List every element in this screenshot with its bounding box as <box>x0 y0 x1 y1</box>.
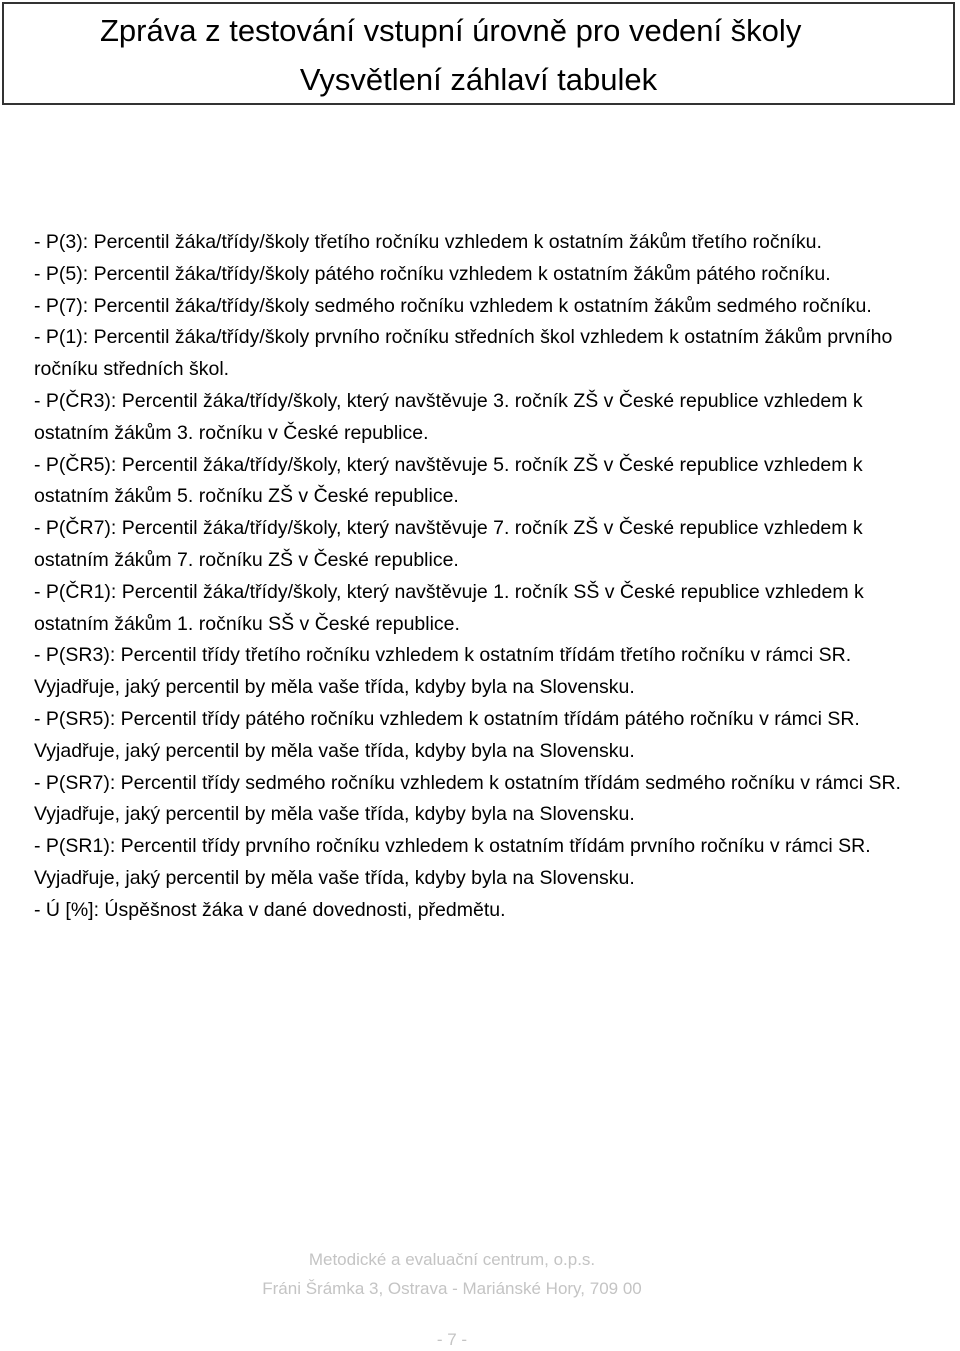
definition-item: - P(3): Percentil žáka/třídy/školy třetího ročníku vzhledem k ostatním žákům třetího ročníku. <box>34 231 822 253</box>
definition-item: - P(5): Percentil žáka/třídy/školy pátého ročníku vzhledem k ostatním žákům pátého ročníku. <box>34 262 831 285</box>
footer-organization: Metodické a evaluační centrum, o.p.s. <box>308 1250 596 1269</box>
definition-item: - Ú [%]: Úspěšnost žáka v dané dovednosti, předmětu. <box>34 898 506 921</box>
definition-item: - P(ČR3): Percentil žáka/třídy/školy, který navštěvuje 3. ročník ZŠ v České republice vzhledem k ostatním žákům 3. ročníku v České republice. <box>34 389 863 444</box>
page-number: - 7 - <box>436 1330 468 1349</box>
definitions-list <box>34 227 914 927</box>
page-title: Zpráva z testování vstupní úrovně pro vedení školy <box>100 13 802 48</box>
definition-item: - P(ČR7): Percentil žáka/třídy/školy, který navštěvuje 7. ročník ZŠ v České republice vzhledem k ostatním žákům 7. ročníku ZŠ v České republice. <box>34 517 863 571</box>
page-subtitle: Vysvětlení záhlaví tabulek <box>299 62 658 97</box>
report-header <box>2 2 955 105</box>
footer-address: Fráni Šrámka 3, Ostrava - Mariánské Hory, 709 00 <box>262 1279 642 1298</box>
definition-item: - P(ČR5): Percentil žáka/třídy/školy, který navštěvuje 5. ročník ZŠ v České republice vzhledem k ostatním žákům 5. ročníku ZŠ v České republice. <box>34 453 863 508</box>
definition-item: - P(1): Percentil žáka/třídy/školy prvního ročníku středních škol vzhledem k ostatním žákům prvního ročníku středních škol. <box>34 326 893 381</box>
definition-item: - P(ČR1): Percentil žáka/třídy/školy, který navštěvuje 1. ročník SŠ v České republice vzhledem k ostatním žákům 1. ročníku SŠ v České republice. <box>34 580 864 635</box>
definition-item: - P(SR7): Percentil třídy sedmého ročníku vzhledem k ostatním třídám sedmého ročníku v rámci SR. Vyjadřuje, jaký percentil by měla vaše třída, kdyby byla na Slovensku. <box>34 771 901 826</box>
definition-item: - P(7): Percentil žáka/třídy/školy sedmého ročníku vzhledem k ostatním žákům sedmého ročníku. <box>34 294 872 317</box>
definition-item: - P(SR1): Percentil třídy prvního ročníku vzhledem k ostatním třídám prvního ročníku v rámci SR. Vyjadřuje, jaký percentil by měla vaše třída, kdyby byla na Slovensku. <box>34 835 871 889</box>
definition-item: - P(SR5): Percentil třídy pátého ročníku vzhledem k ostatním třídám pátého ročníku v rámci SR. Vyjadřuje, jaký percentil by měla vaše třída, kdyby byla na Slovensku. <box>34 707 860 762</box>
definition-item: - P(SR3): Percentil třídy třetího ročníku vzhledem k ostatním třídám třetího ročníku v rámci SR. Vyjadřuje, jaký percentil by měla vaše třída, kdyby byla na Slovensku. <box>34 644 852 699</box>
